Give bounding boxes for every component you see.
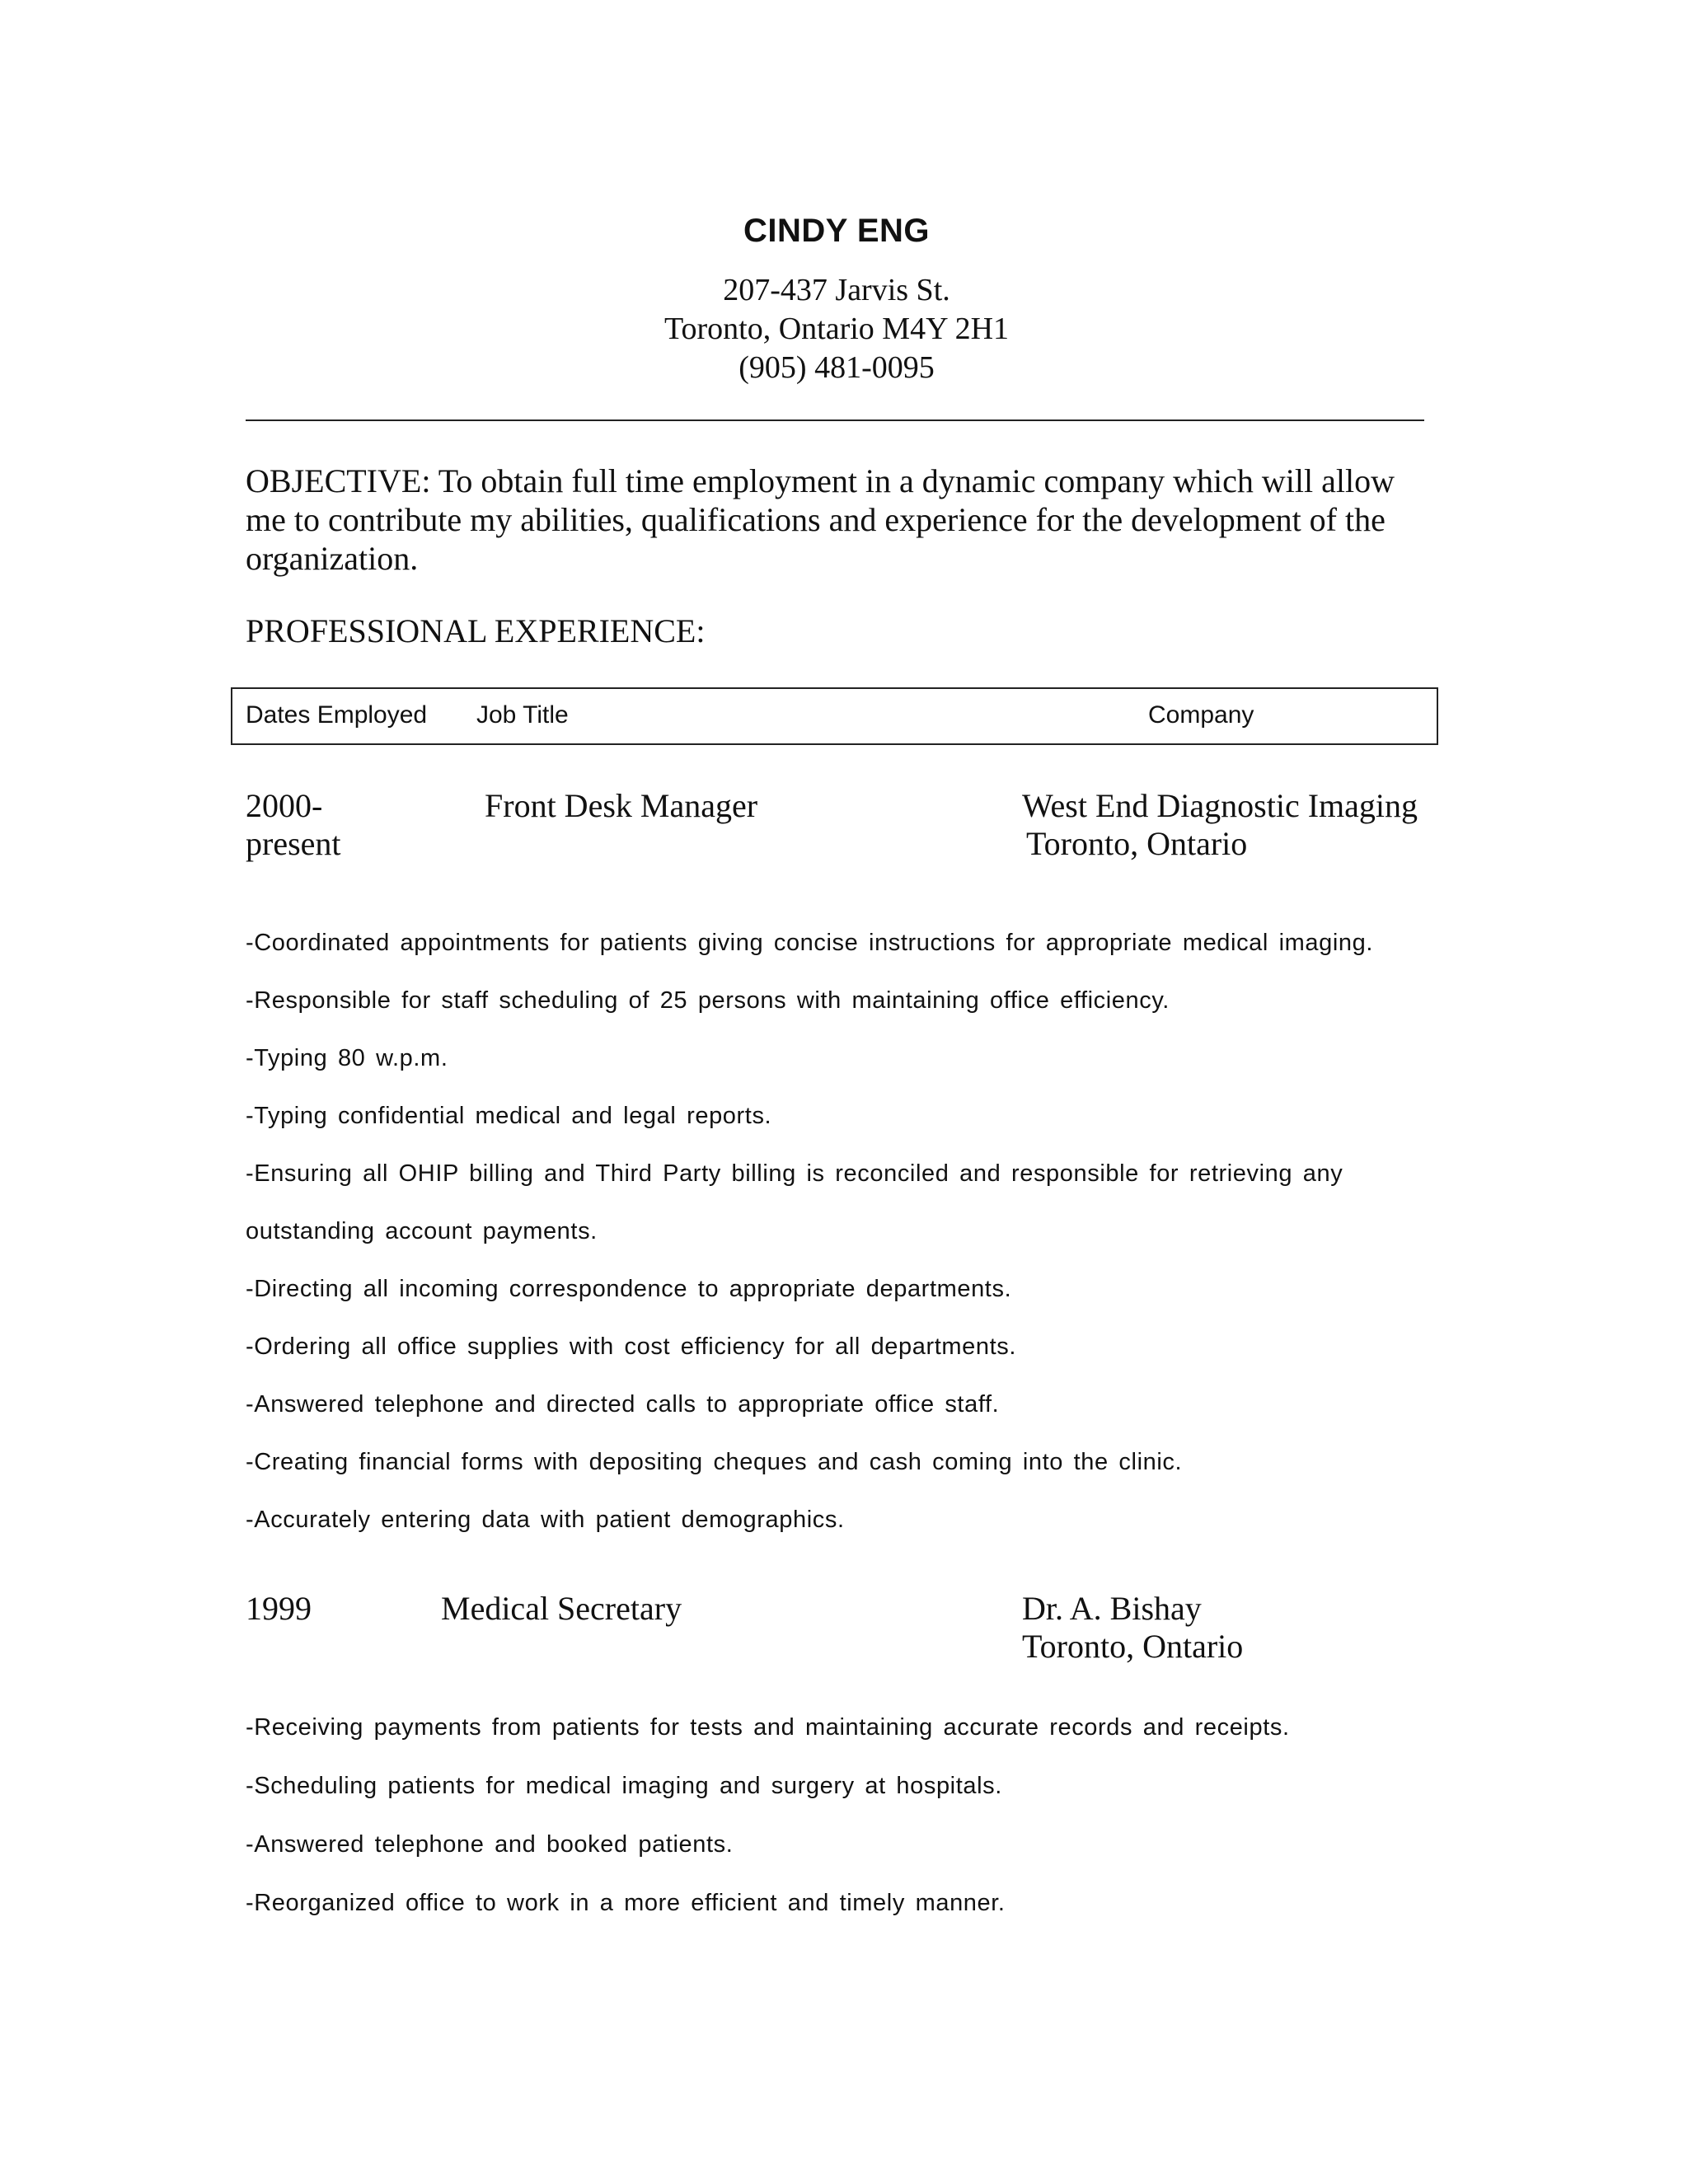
job-2-title: Medical Secretary <box>441 1590 682 1627</box>
header-dates-employed: Dates Employed <box>246 701 428 729</box>
job-1-duty: -Ordering all office supplies with cost efficiency for all departments. <box>246 1333 1017 1360</box>
job-1-duty: -Answered telephone and directed calls to appropriate office staff. <box>246 1391 1000 1418</box>
experience-section-title: PROFESSIONAL EXPERIENCE: <box>246 612 706 649</box>
job-2-location: Toronto, Ontario <box>1022 1628 1244 1665</box>
job-1-location: Toronto, Ontario <box>1026 825 1248 862</box>
objective-paragraph: OBJECTIVE: To obtain full time employment in a dynamic company which will allow me to contribute my abilities, qualifications and experience for the development of the organization. <box>246 462 1395 577</box>
job-1-duty-continuation: outstanding account payments. <box>246 1218 598 1244</box>
address-line-2: Toronto, Ontario M4Y 2H1 <box>663 312 1010 346</box>
applicant-name: CINDY ENG <box>743 213 931 249</box>
job-1-duty: -Coordinated appointments for patients giving concise instructions for appropriate medical imaging. <box>246 930 1374 956</box>
job-1-duty: -Accurately entering data with patient demographics. <box>246 1507 845 1533</box>
job-1-duty: -Ensuring all OHIP billing and Third Party billing is reconciled and responsible for retrieving any <box>246 1160 1343 1187</box>
job-2-duty: -Reorganized office to work in a more efficient and timely manner. <box>246 1890 1006 1916</box>
address-line-1: 207-437 Jarvis St. <box>723 273 950 307</box>
job-1-title: Front Desk Manager <box>485 787 758 824</box>
job-2-company: Dr. A. Bishay <box>1022 1590 1202 1627</box>
job-1-duty: -Typing confidential medical and legal reports. <box>246 1103 772 1129</box>
job-1-duty: -Creating financial forms with depositing cheques and cash coming into the clinic. <box>246 1449 1183 1475</box>
job-1-duty: -Directing all incoming correspondence to appropriate departments. <box>246 1276 1012 1302</box>
phone-number: (905) 481-0095 <box>738 350 935 385</box>
job-2-duty: -Answered telephone and booked patients. <box>246 1831 734 1858</box>
job-1-company: West End Diagnostic Imaging <box>1022 787 1418 824</box>
job-1-duty: -Typing 80 w.p.m. <box>246 1045 448 1071</box>
header-job-title: Job Title <box>476 701 569 729</box>
job-2-duty: -Receiving payments from patients for tests and maintaining accurate records and receipts. <box>246 1714 1290 1741</box>
header-company: Company <box>1148 701 1254 729</box>
job-1-duty: -Responsible for staff scheduling of 25 persons with maintaining office efficiency. <box>246 987 1170 1014</box>
header-divider <box>246 419 1424 421</box>
job-1-dates-start: 2000- <box>246 787 323 824</box>
job-2-duty: -Scheduling patients for medical imaging and surgery at hospitals. <box>246 1773 1002 1799</box>
job-2-dates: 1999 <box>246 1590 312 1627</box>
job-1-dates-end: present <box>246 825 341 862</box>
